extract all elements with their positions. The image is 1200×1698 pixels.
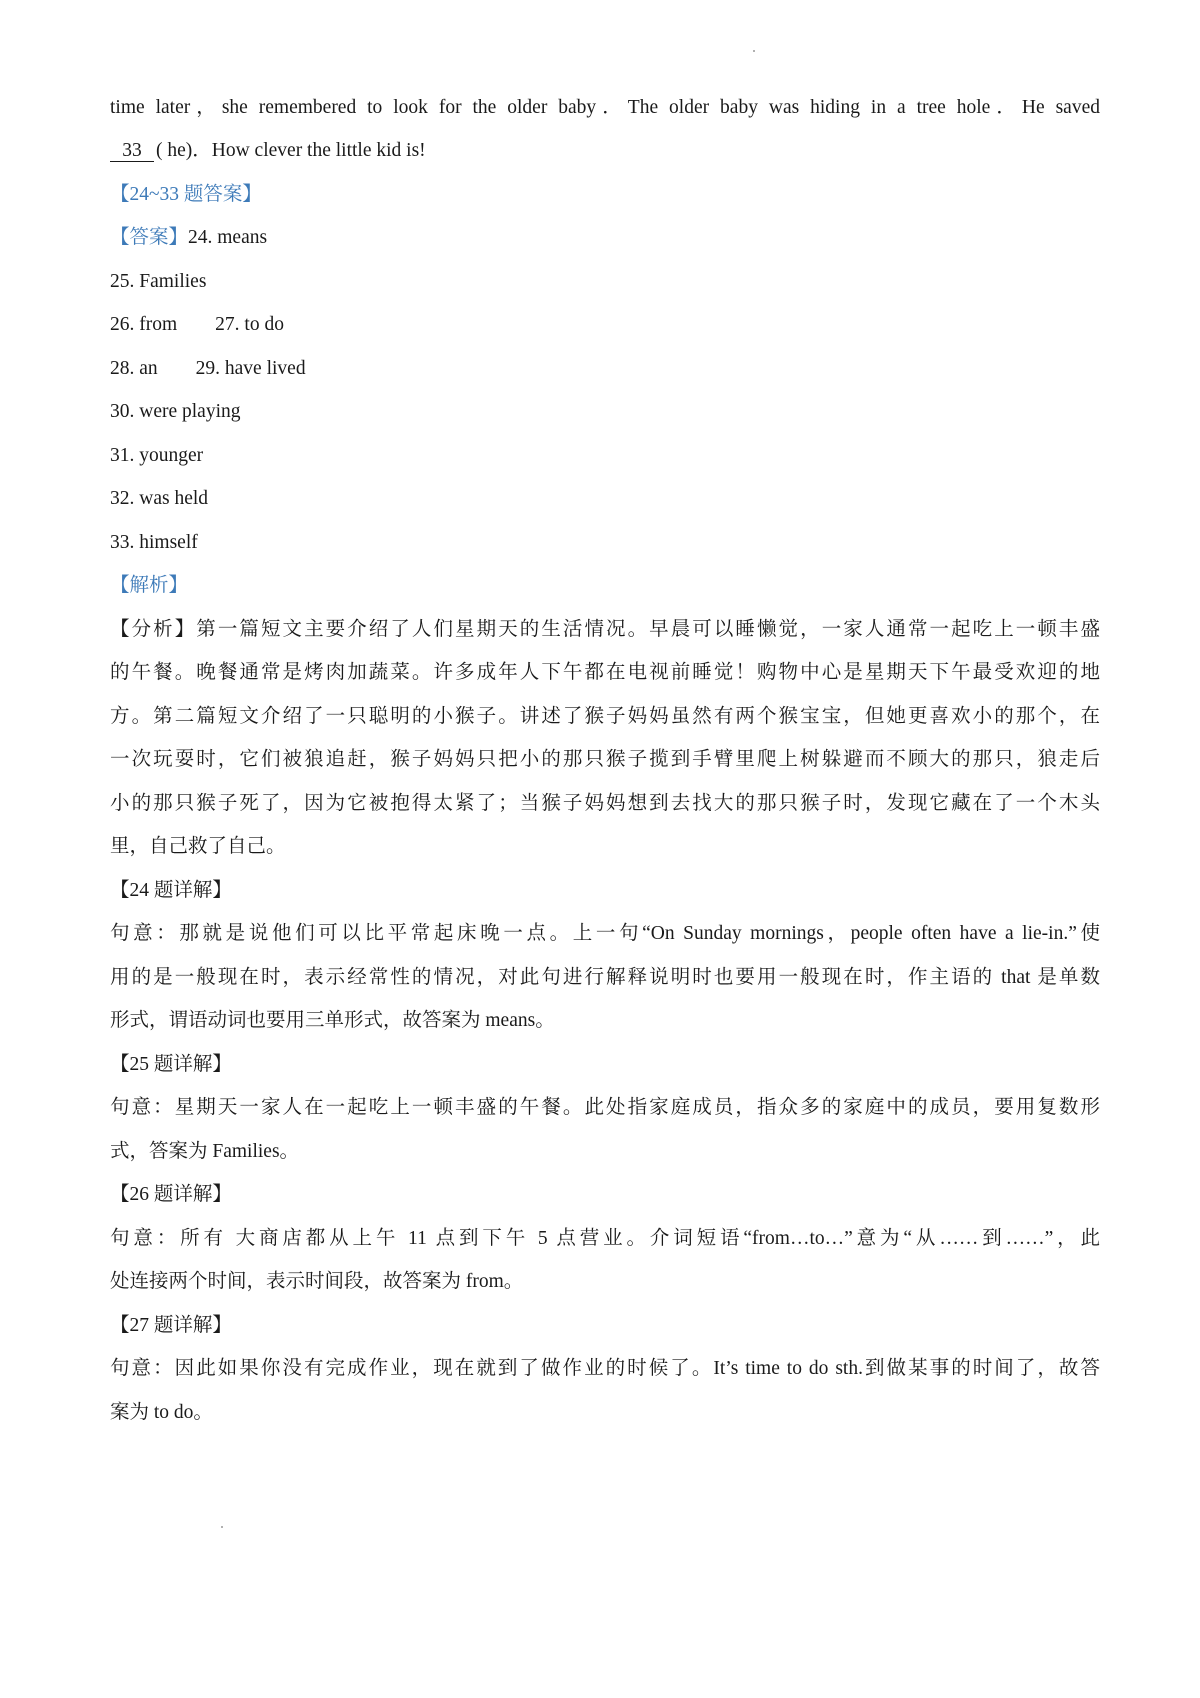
answer-32: 32. was held	[110, 488, 209, 509]
q24-title: 【24 题详解】	[110, 880, 232, 901]
answer-31: 31. younger	[110, 445, 204, 466]
analysis-line-2: 的午餐。晚餐通常是烤肉加蔬菜。许多成年人下午都在电视前睡觉！购物中心是星期天下午最受欢迎的地	[110, 662, 1100, 683]
analysis-line-3: 方。第二篇短文介绍了一只聪明的小猴子。讲述了猴子妈妈虽然有两个猴宝宝，但她更喜欢小的那个，在	[110, 706, 1100, 727]
answer-tag: 【答案】	[110, 227, 189, 248]
q25-title: 【25 题详解】	[110, 1054, 232, 1075]
answer-30: 30. were playing	[110, 401, 241, 422]
answer-29: 29. have lived	[195, 358, 306, 379]
analysis-section-header: 【解析】	[110, 575, 189, 596]
q26-title: 【26 题详解】	[110, 1184, 232, 1205]
answer-line-26-27	[110, 312, 1100, 338]
q26-line-1: 句意：所有 大商店都从上午 11 点到下午 5 点营业。介词短语“from…to…”意为“从……到……”，此	[110, 1228, 1100, 1249]
passage-line-2-text: ( he)．How clever the little kid is!	[156, 140, 426, 161]
answer-27: 27. to do	[215, 314, 284, 335]
answer-26: 26. from	[110, 314, 178, 335]
q27-title: 【27 题详解】	[110, 1315, 232, 1336]
q24-line-1: 句意：那就是说他们可以比平常起床晚一点。上一句“On Sunday mornings，people often have a lie-in.”使	[110, 923, 1100, 944]
answer-line-28-29	[110, 356, 1100, 382]
passage-line-2	[110, 138, 1100, 164]
scan-speck	[753, 50, 755, 52]
analysis-line-5: 小的那只猴子死了，因为它被抱得太紧了；当猴子妈妈想到去找大的那只猴子时，发现它藏在了一个木头	[110, 793, 1100, 814]
answer-line-24	[110, 225, 1100, 251]
analysis-line-1: 【分析】第一篇短文主要介绍了人们星期天的生活情况。早晨可以睡懒觉，一家人通常一起吃上一顿丰盛	[110, 619, 1100, 640]
answer-33: 33. himself	[110, 532, 198, 553]
analysis-line-6: 里，自己救了自己。	[110, 836, 286, 857]
answer-24: 24. means	[188, 227, 268, 248]
answer-25: 25. Families	[110, 271, 207, 292]
answer-section-header: 【24~33 题答案】	[110, 184, 262, 205]
q27-line-1: 句意：因此如果你没有完成作业，现在就到了做作业的时候了。It’s time to do sth.到做某事的时间了，故答	[110, 1358, 1100, 1379]
q26-line-2: 处连接两个时间，表示时间段，故答案为 from。	[110, 1271, 524, 1292]
q24-line-3: 形式，谓语动词也要用三单形式，故答案为 means。	[110, 1010, 555, 1031]
q25-line-1: 句意：星期天一家人在一起吃上一顿丰盛的午餐。此处指家庭成员，指众多的家庭中的成员，要用复数形	[110, 1097, 1100, 1118]
scan-speck	[221, 1526, 223, 1528]
passage-line-1: time later，she remembered to look for the older baby．The older baby was hiding in a tree hole．He saved	[110, 97, 1100, 118]
q27-line-2: 案为 to do。	[110, 1402, 213, 1423]
analysis-line-4: 一次玩耍时，它们被狼追赶，猴子妈妈只把小的那只猴子揽到手臂里爬上树躲避而不顾大的那只，狼走后	[110, 749, 1100, 770]
blank-33: 33	[110, 141, 154, 162]
answer-28: 28. an	[110, 358, 158, 379]
q25-line-2: 式，答案为 Families。	[110, 1141, 300, 1162]
q24-line-2: 用的是一般现在时，表示经常性的情况，对此句进行解释说明时也要用一般现在时，作主语的 that 是单数	[110, 967, 1100, 988]
